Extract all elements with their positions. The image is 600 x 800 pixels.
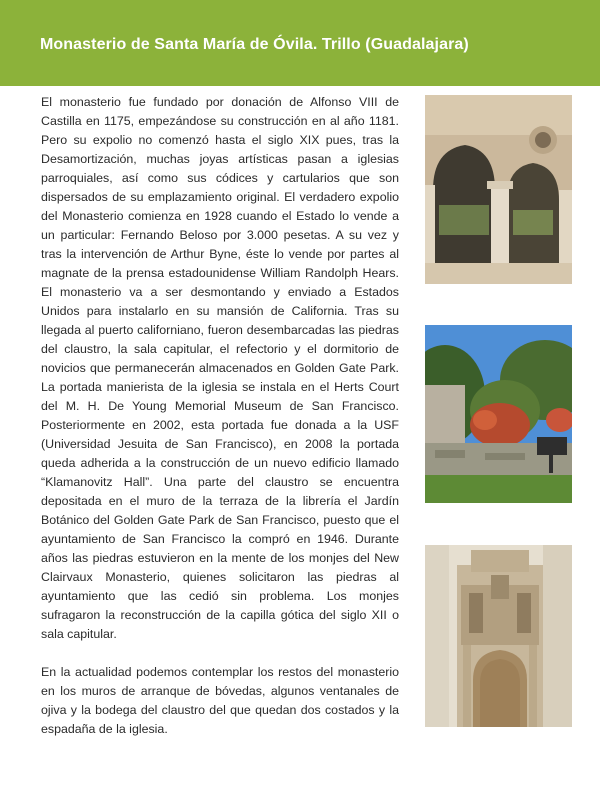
garden-wall-image (425, 325, 572, 503)
cloister-arches-image (425, 95, 572, 284)
paragraph-present: En la actualidad podemos contemplar los restos del monasterio en los muros de arranque de bóvedas, algunos ventanales de ojiva y la bodega del claustro del que quedan dos costados y la espadaña de la iglesia. (41, 665, 399, 736)
page-title: Monasterio de Santa María de Óvila. Trillo (Guadalajara) (40, 36, 469, 53)
church-portal-image (425, 545, 572, 727)
church-portal-photo (425, 545, 572, 727)
garden-wall-photo (425, 325, 572, 503)
cloister-arches-photo (425, 95, 572, 284)
article-body (41, 93, 399, 739)
title-banner (0, 0, 600, 86)
paragraph-history: El monasterio fue fundado por donación de Alfonso VIII de Castilla en 1175, empezándose su construcción en al año 1181. Pero su expolio no comenzó hasta el siglo XIX pues, tras la Desamortización, muchas joyas artísticas pasan a iglesias parroquiales, así como sus códices y cartularios que son dispersados de su emplazamiento original. El verdadero expolio del Monasterio comienza en 1928 cuando el Estado lo vende a un particular: Fernando Beloso por 3.000 pesetas. A su vez y tras la intervención de Arthur Byne, éste lo vende por partes al magnate de la prensa estadounidense William Randolph Hears. El monasterio va a ser desmontando y enviado a Estados Unidos para instalarlo en su mansión de California. Tras su llegada al puerto californiano, fueron desembarcadas las piedras del claustro, la sala capitular, el refectorio y el dormitorio de novicios que permanecerán almacenados en Golden Gate Park. La portada manierista de la iglesia se instala en el Herts Court del M. H. De Young Memorial Museum de San Francisco. Posteriormente en 2002, esta portada fue donada a la USF (Universidad Jesuita de San Francisco), en 2008 la portada queda adherida a la construcción de un nuevo edificio llamado “Klamanovitz Hall”. Una parte del claustro se encuentra depositada en el muro de la terraza de la librería el Jardín Botánico del Golden Gate Park de San Francisco, puesto que el ayuntamiento de San Francisco la compró en 1946. Durante años las piedras estuvieron en la mente de los monjes del New Clairvaux Monasterio, quienes solicitaron las piedras al ayuntamiento que las cedió sin problema. Los monjes sufragaron la reconstrucción de la capilla gótica del siglo XII o sala capitular. (41, 95, 399, 641)
